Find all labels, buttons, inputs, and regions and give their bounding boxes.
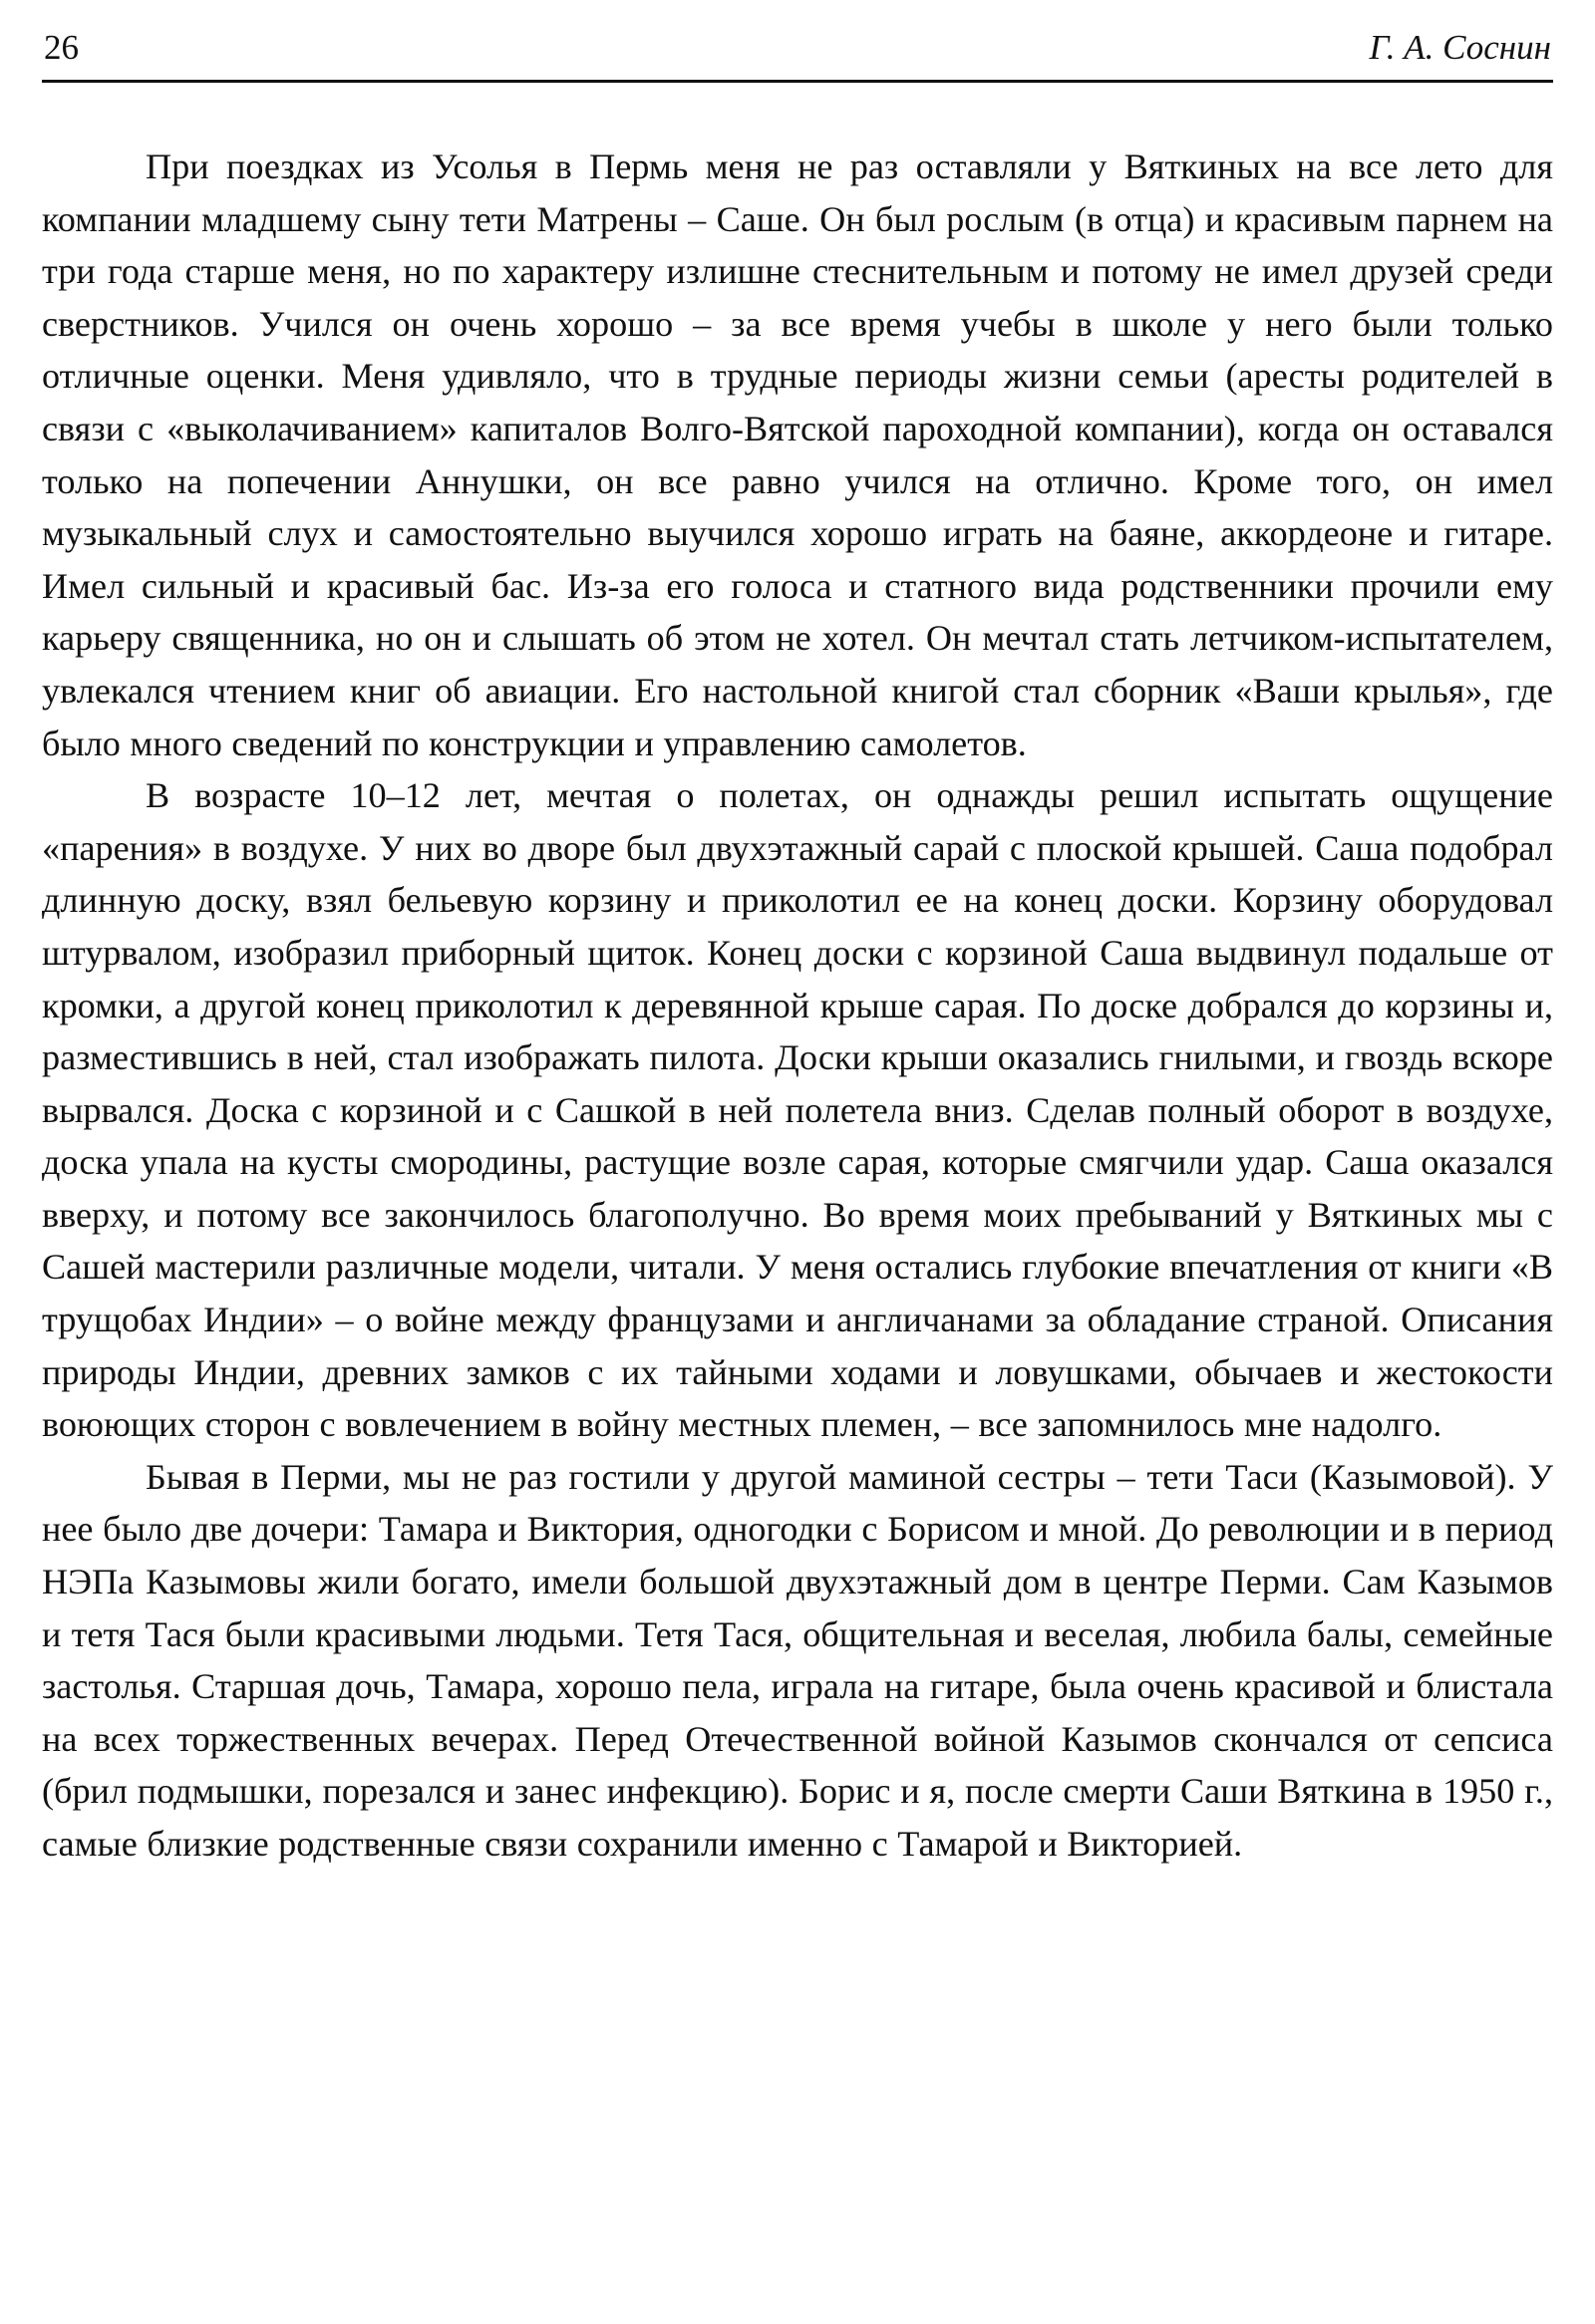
paragraph-2: В возрасте 10–12 лет, мечтая о полетах, он однажды решил испытать ощущение «парения» в воздухе. У них во дворе был двухэтажный сарай с плоской крышей. Саша подобрал длинную доску, взял бельевую корзину и приколотил ее на конец доски. Корзину оборудовал штурвалом, изобразил приборный щиток. Конец доски с корзиной Саша выдвинул подальше от кромки, а другой конец приколотил к деревянной крыше сарая. По доске добрался до корзины и, разместившись в ней, стал изображать пилота. Доски крыши оказались гнилыми, и гвоздь вскоре вырвался. Доска с корзиной и с Сашкой в ней полетела вниз. Сделав полный оборот в воздухе, доска упала на кусты смородины, растущие возле сарая, которые смягчили удар. Саша оказался вверху, и потому все закончилось благополучно. Во время моих пребываний у Вяткиных мы с Сашей мастерили различные модели, читали. У меня остались глубокие впечатления от книги «В трущобах Индии» – о войне между французами и англичанами за обладание страной. Описания природы Индии, древних замков с их тайными ходами и ловушками, обычаев и жестокости воюющих сторон с вовлечением в войну местных племен, – все запомнилось мне надолго. bbox=[42, 775, 1553, 1445]
paragraph-1: При поездках из Усолья в Пермь меня не раз оставляли у Вяткиных на все лето для компании младшему сыну тети Матрены – Саше. Он был рослым (в отца) и красивым парнем на три года старше меня, но по характеру излишне стеснительным и потому не имел друзей среди сверстников. Учился он очень хорошо – за все время учебы в школе у него были только отличные оценки. Меня удивляло, что в трудные периоды жизни семьи (аресты родителей в связи с «выколачиванием» капиталов Волго-Вятской пароходной компании), когда он оставался только на попечении Аннушки, он все равно учился на отлично. Кроме того, он имел музыкальный слух и самостоятельно выучился хорошо играть на баяне, аккордеоне и гитаре. Имел сильный и красивый бас. Из-за его голоса и статного вида родственники прочили ему карьеру священника, но он и слышать об этом не хотел. Он мечтал стать летчиком-испытателем, увлекался чтением книг об авиации. Его настольной книгой стал сборник «Ваши крылья», где было много сведений по конструкции и управлению самолетов. bbox=[42, 146, 1553, 763]
running-header-author: Г. А. Соснин bbox=[1369, 28, 1551, 67]
body-text bbox=[42, 141, 1553, 1871]
paragraph-3: Бывая в Перми, мы не раз гостили у другой маминой сестры – тети Таси (Казымовой). У нее было две дочери: Тамара и Виктория, одногодки с Борисом и мной. До революции и в период НЭПа Казымовы жили богато, имели большой двухэтажный дом в центре Перми. Сам Казымов и тетя Тася были красивыми людьми. Тетя Тася, общительная и веселая, любила балы, семейные застолья. Старшая дочь, Тамара, хорошо пела, играла на гитаре, была очень красивой и блистала на всех торжественных вечерах. Перед Отечественной войной Казымов скончался от сепсиса (брил подмышки, порезался и занес инфекцию). Борис и я, после смерти Саши Вяткина в 1950 г., самые близкие родственные связи сохранили именно с Тамарой и Викторией. bbox=[42, 1456, 1553, 1864]
book-page bbox=[42, 28, 1553, 1871]
page-number: 26 bbox=[44, 28, 79, 67]
running-header bbox=[42, 28, 1553, 83]
